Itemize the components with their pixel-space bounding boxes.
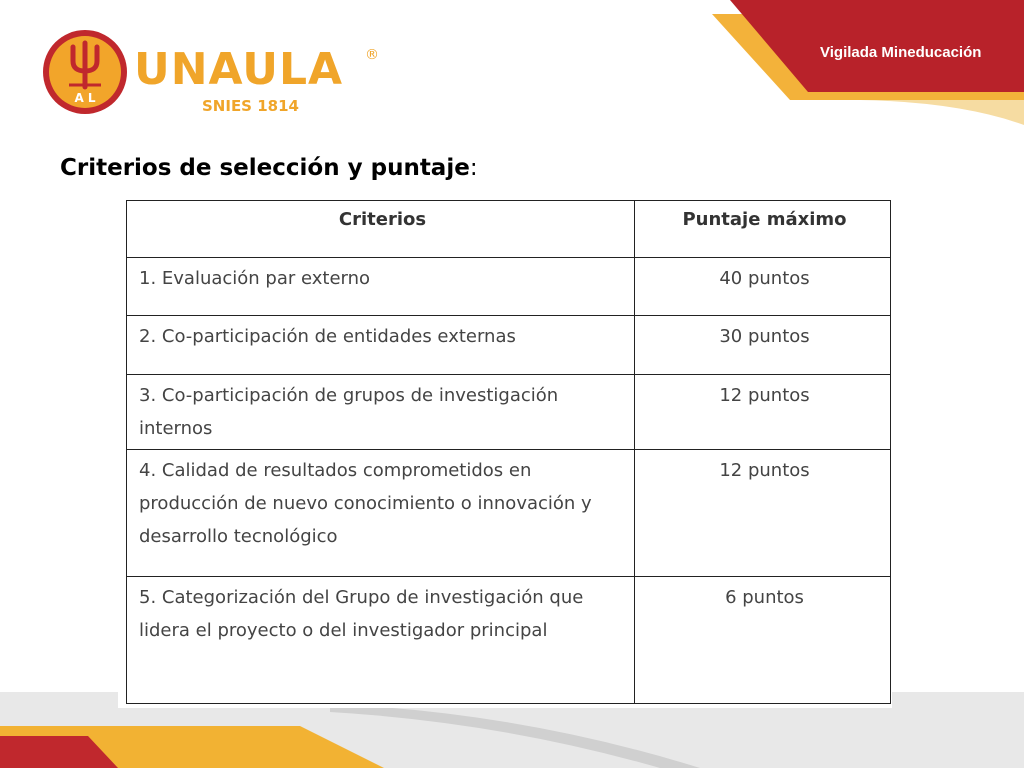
header-puntaje-maximo: Puntaje máximo xyxy=(635,201,891,258)
puntaje-cell: 12 puntos xyxy=(635,375,891,450)
logo-letters: A L xyxy=(74,91,96,105)
page-title-text: Criterios de selección y puntaje xyxy=(60,155,470,181)
criteria-table xyxy=(126,200,891,704)
unaula-logo xyxy=(42,28,387,120)
criterio-cell: 3. Co-participación de grupos de investigación internos xyxy=(127,375,635,450)
brand-registered-mark: ® xyxy=(365,47,379,63)
criteria-table-container xyxy=(118,196,892,708)
page-title-colon: : xyxy=(469,155,478,181)
vigilada-label: Vigilada Mineducación xyxy=(820,44,982,61)
criterio-cell: 4. Calidad de resultados comprometidos en producción de nuevo conocimiento o innovación y desarrollo tecnológico xyxy=(127,450,635,577)
table-row xyxy=(127,375,891,450)
table-row xyxy=(127,258,891,316)
brand-name: UNAULA xyxy=(134,44,344,95)
top-banner-cream-tail xyxy=(860,100,1024,125)
page-title xyxy=(60,152,478,184)
puntaje-cell: 12 puntos xyxy=(635,450,891,577)
puntaje-cell: 6 puntos xyxy=(635,577,891,704)
puntaje-cell: 30 puntos xyxy=(635,316,891,375)
table-row xyxy=(127,316,891,375)
puntaje-cell: 40 puntos xyxy=(635,258,891,316)
criterio-cell: 1. Evaluación par externo xyxy=(127,258,635,316)
table-header-row xyxy=(127,201,891,258)
table-row xyxy=(127,450,891,577)
criterio-cell: 2. Co-participación de entidades externas xyxy=(127,316,635,375)
header-criterios: Criterios xyxy=(127,201,635,258)
brand-snies-code: SNIES 1814 xyxy=(202,97,299,115)
unaula-trident-logo-icon xyxy=(42,29,128,115)
criterio-cell: 5. Categorización del Grupo de investigación que lidera el proyecto o del investigador principal xyxy=(127,577,635,704)
table-row xyxy=(127,577,891,704)
